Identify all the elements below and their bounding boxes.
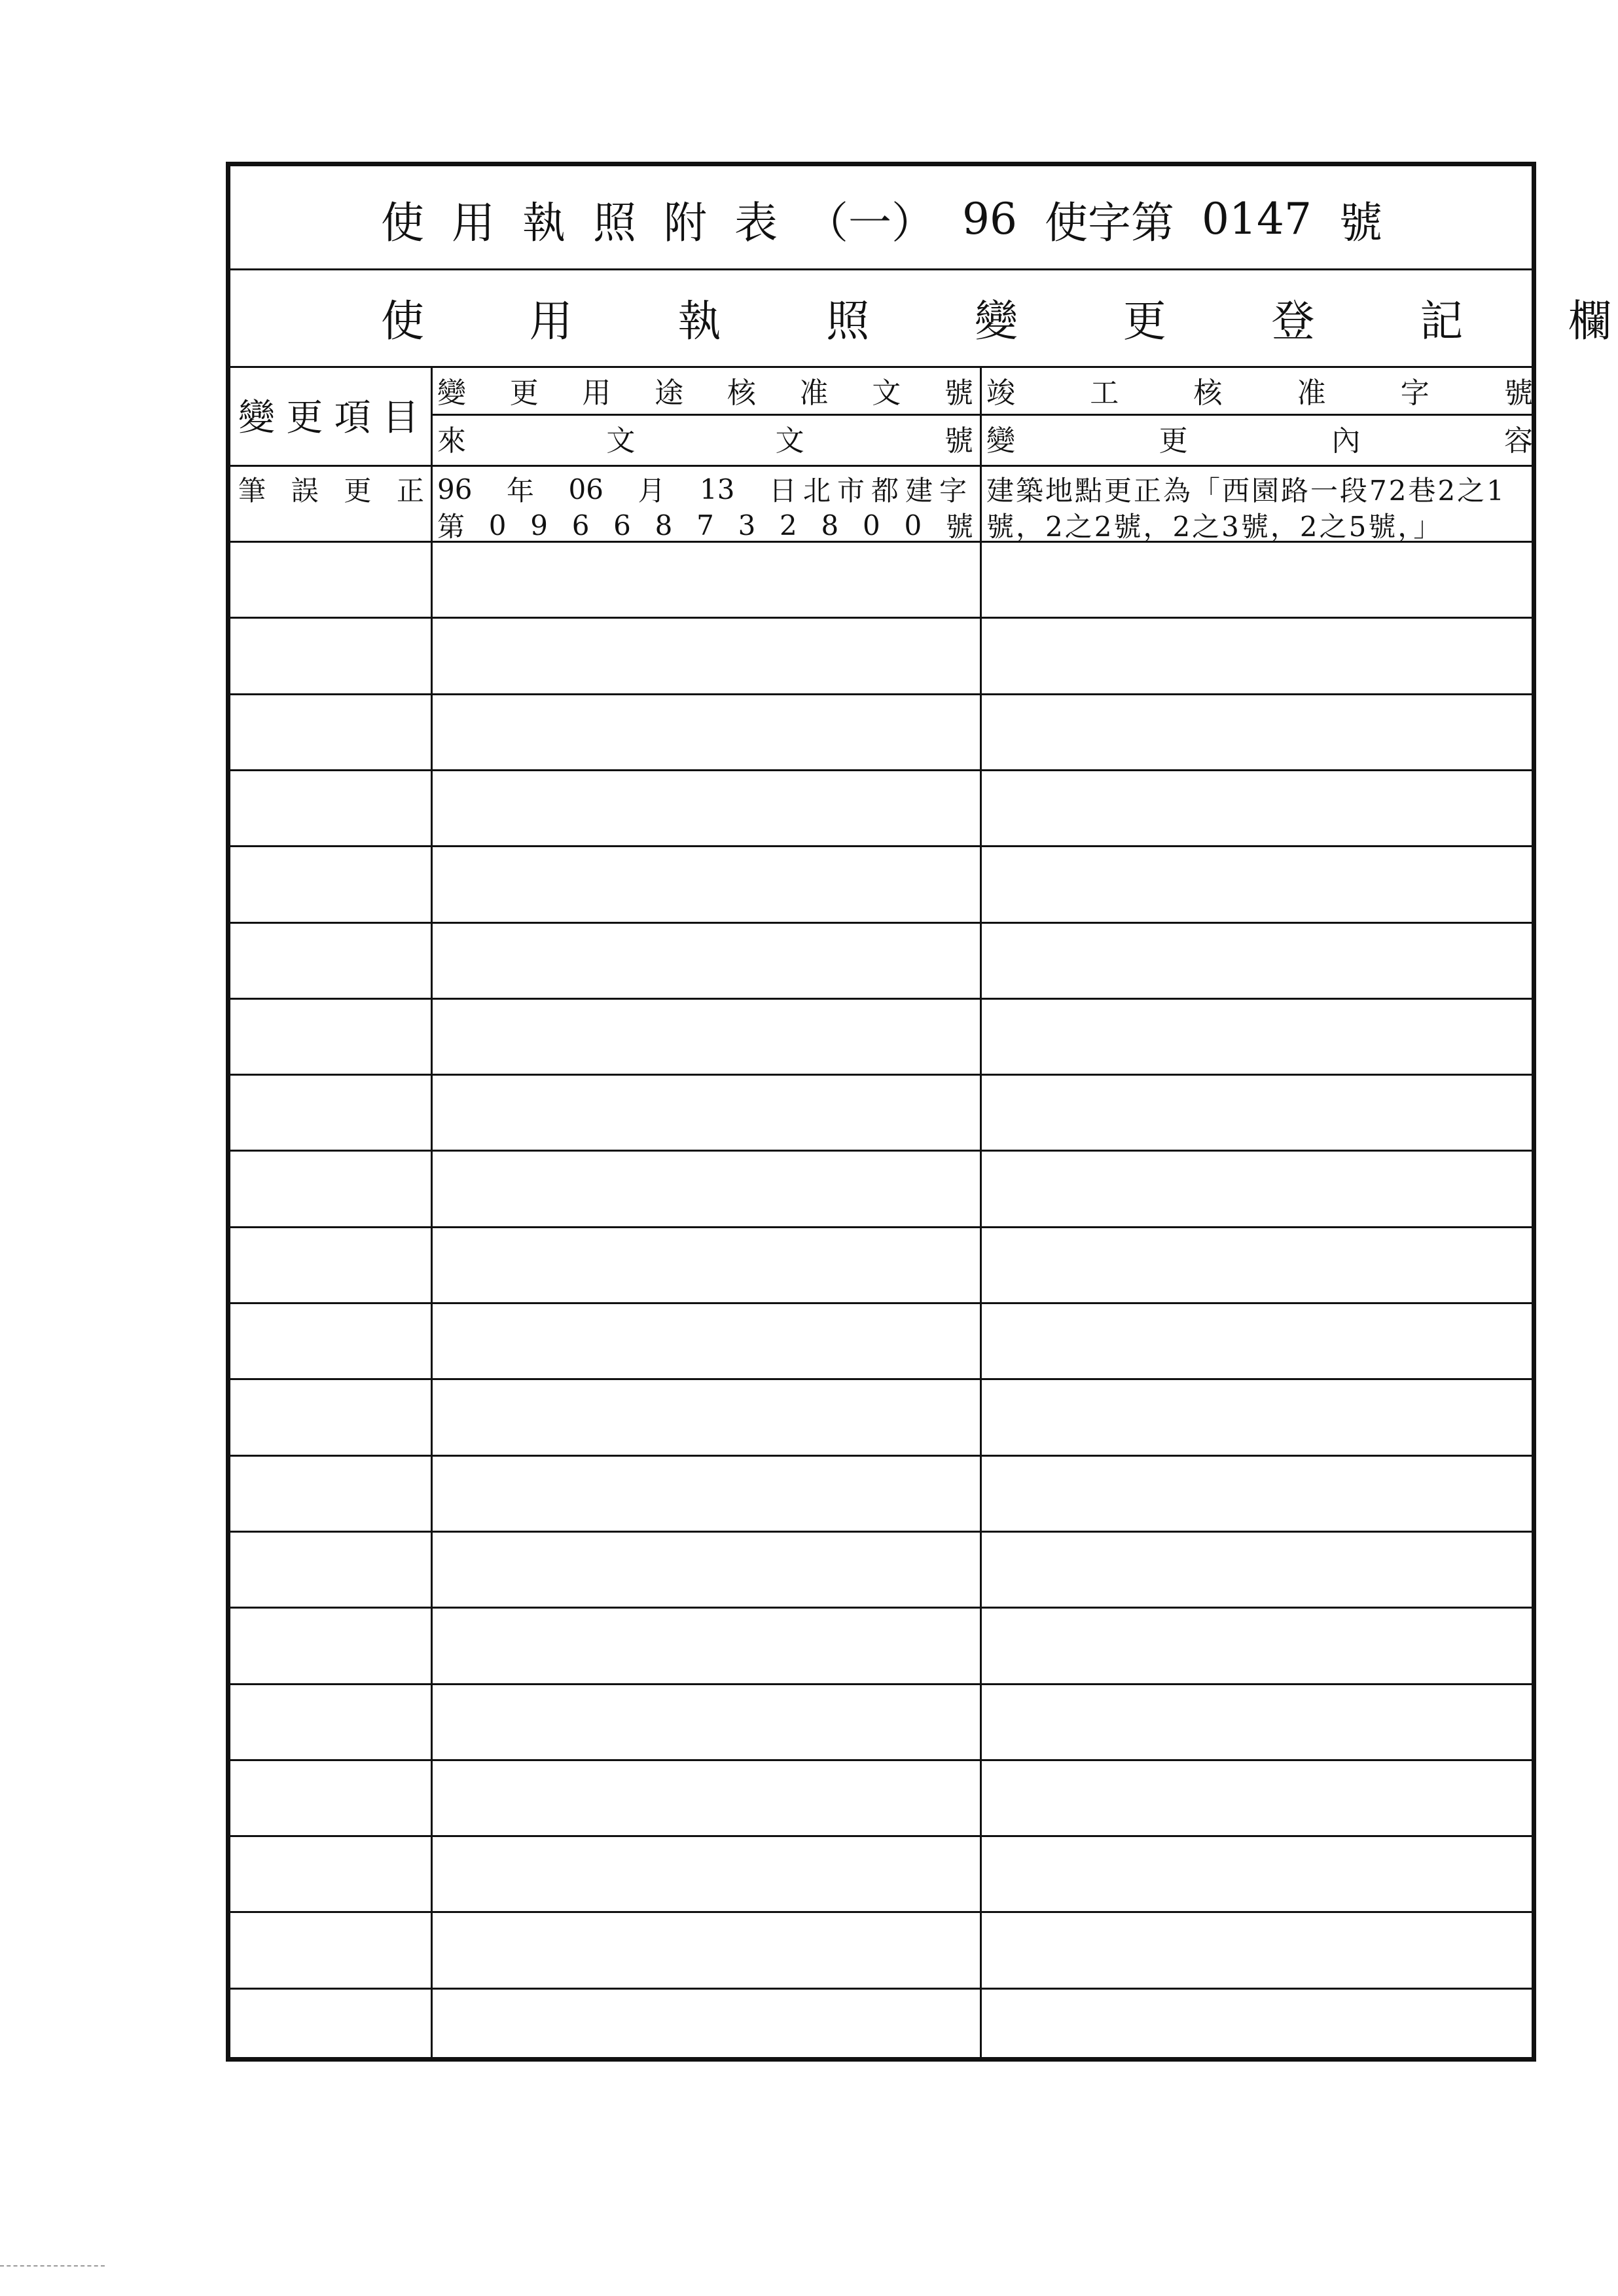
row-divider bbox=[230, 1302, 1532, 1304]
title-char: 用 bbox=[452, 197, 495, 248]
entry-text: 建築地點更正為「西園路一段72巷2之1 bbox=[986, 475, 1506, 507]
divider bbox=[431, 414, 1532, 416]
row-divider bbox=[230, 617, 1532, 619]
entry-char: 8 bbox=[655, 509, 673, 541]
header-char: 容 bbox=[1503, 424, 1533, 458]
header-char: 用 bbox=[582, 376, 611, 410]
entry-char: 誤 bbox=[291, 475, 319, 507]
header-incoming-doc-no bbox=[437, 418, 973, 458]
row-divider bbox=[230, 1531, 1532, 1533]
title-char: 使字第 bbox=[1044, 197, 1174, 248]
entry-char: 筆 bbox=[238, 475, 266, 507]
header-char: 途 bbox=[655, 376, 684, 410]
entry-char: 0 bbox=[862, 509, 880, 541]
entry-char: 月 bbox=[638, 475, 666, 507]
row-divider bbox=[230, 1835, 1532, 1837]
entry-char: 正 bbox=[396, 475, 424, 507]
header-char: 項 bbox=[334, 397, 371, 439]
header-char: 目 bbox=[382, 397, 419, 439]
divider bbox=[230, 268, 1532, 270]
row-divider bbox=[230, 1759, 1532, 1761]
title-char: 照 bbox=[593, 197, 636, 248]
entry-doc-line-2 bbox=[437, 507, 973, 543]
entry-char: 號 bbox=[945, 511, 973, 543]
title-char: 96 bbox=[962, 193, 1017, 244]
entry-char: 日北市都建字 bbox=[768, 475, 973, 507]
title-char: 0147 bbox=[1201, 193, 1312, 244]
heading-char: 更 bbox=[1123, 295, 1166, 346]
entry-char: 06 bbox=[568, 473, 603, 505]
header-char: 號 bbox=[944, 376, 973, 410]
header-char: 號 bbox=[944, 424, 973, 458]
entry-char: 7 bbox=[696, 509, 714, 541]
row-divider bbox=[230, 693, 1532, 695]
column-divider bbox=[431, 366, 433, 2057]
header-char: 文 bbox=[606, 424, 636, 458]
row-divider bbox=[230, 1683, 1532, 1685]
row-divider bbox=[230, 998, 1532, 1000]
row-divider bbox=[230, 845, 1532, 847]
page-title bbox=[381, 192, 1382, 248]
entry-char: 2 bbox=[780, 509, 797, 541]
column-divider bbox=[980, 366, 982, 2057]
entry-char: 6 bbox=[613, 509, 631, 541]
heading-char: 使 bbox=[381, 295, 424, 346]
heading-char: 登 bbox=[1271, 295, 1315, 346]
entry-char: 3 bbox=[738, 509, 756, 541]
heading-char: 照 bbox=[826, 295, 870, 346]
entry-doc-line-1 bbox=[437, 471, 973, 507]
header-char: 核 bbox=[727, 376, 756, 410]
row-divider bbox=[230, 1988, 1532, 1990]
section-heading bbox=[381, 291, 1611, 346]
entry-content-line-2 bbox=[986, 507, 1533, 543]
row-divider bbox=[230, 1150, 1532, 1152]
entry-char: 第 bbox=[437, 511, 465, 543]
row-divider bbox=[230, 1226, 1532, 1228]
row-divider bbox=[230, 922, 1532, 924]
header-char: 變 bbox=[437, 376, 466, 410]
divider bbox=[230, 465, 1532, 467]
title-char: 附 bbox=[664, 197, 707, 248]
entry-char: 更 bbox=[344, 475, 372, 507]
title-char: 表 bbox=[734, 197, 778, 248]
header-char: 更 bbox=[509, 376, 539, 410]
entry-char: 6 bbox=[571, 509, 590, 541]
entry-char: 年 bbox=[506, 475, 534, 507]
scan-mark bbox=[0, 2265, 105, 2269]
row-divider bbox=[230, 1378, 1532, 1380]
entry-content-line-1 bbox=[986, 471, 1533, 507]
header-char: 變 bbox=[238, 397, 275, 439]
header-char: 工 bbox=[1090, 376, 1119, 410]
header-char: 文 bbox=[775, 424, 804, 458]
entry-item bbox=[238, 471, 424, 507]
header-char: 來 bbox=[437, 424, 466, 458]
entry-char: 9 bbox=[530, 509, 548, 541]
header-char: 內 bbox=[1331, 424, 1361, 458]
header-char: 更 bbox=[286, 397, 323, 439]
header-change-item bbox=[238, 389, 419, 441]
heading-char: 欄 bbox=[1568, 295, 1611, 346]
entry-char: 8 bbox=[821, 509, 839, 541]
divider bbox=[230, 366, 1532, 368]
entry-char: 0 bbox=[488, 509, 507, 541]
entry-text: 號，2之2號，2之3號，2之5號，」 bbox=[986, 511, 1443, 543]
heading-char: 變 bbox=[975, 295, 1018, 346]
header-char: 號 bbox=[1503, 376, 1533, 410]
title-char: （一） bbox=[805, 197, 935, 248]
heading-char: 執 bbox=[677, 295, 721, 346]
entry-char: 0 bbox=[904, 509, 922, 541]
header-char: 字 bbox=[1400, 376, 1429, 410]
row-divider bbox=[230, 541, 1532, 543]
entry-char: 13 bbox=[700, 473, 735, 505]
header-change-content bbox=[986, 418, 1533, 458]
header-completion-no bbox=[986, 371, 1533, 410]
header-approval-doc-no bbox=[437, 371, 973, 410]
title-char: 執 bbox=[522, 197, 566, 248]
title-char: 號 bbox=[1339, 197, 1382, 248]
heading-char: 用 bbox=[529, 295, 573, 346]
row-divider bbox=[230, 769, 1532, 771]
header-char: 核 bbox=[1193, 376, 1223, 410]
header-char: 更 bbox=[1159, 424, 1188, 458]
header-char: 准 bbox=[1297, 376, 1326, 410]
row-divider bbox=[230, 1455, 1532, 1457]
header-char: 文 bbox=[872, 376, 901, 410]
header-char: 變 bbox=[986, 424, 1015, 458]
header-char: 竣 bbox=[986, 376, 1015, 410]
license-change-table bbox=[226, 162, 1611, 2062]
entry-char: 96 bbox=[437, 473, 473, 505]
heading-char: 記 bbox=[1420, 295, 1464, 346]
header-char: 准 bbox=[799, 376, 829, 410]
row-divider bbox=[230, 1911, 1532, 1913]
row-divider bbox=[230, 1074, 1532, 1076]
title-char: 使 bbox=[381, 197, 424, 248]
row-divider bbox=[230, 1607, 1532, 1609]
